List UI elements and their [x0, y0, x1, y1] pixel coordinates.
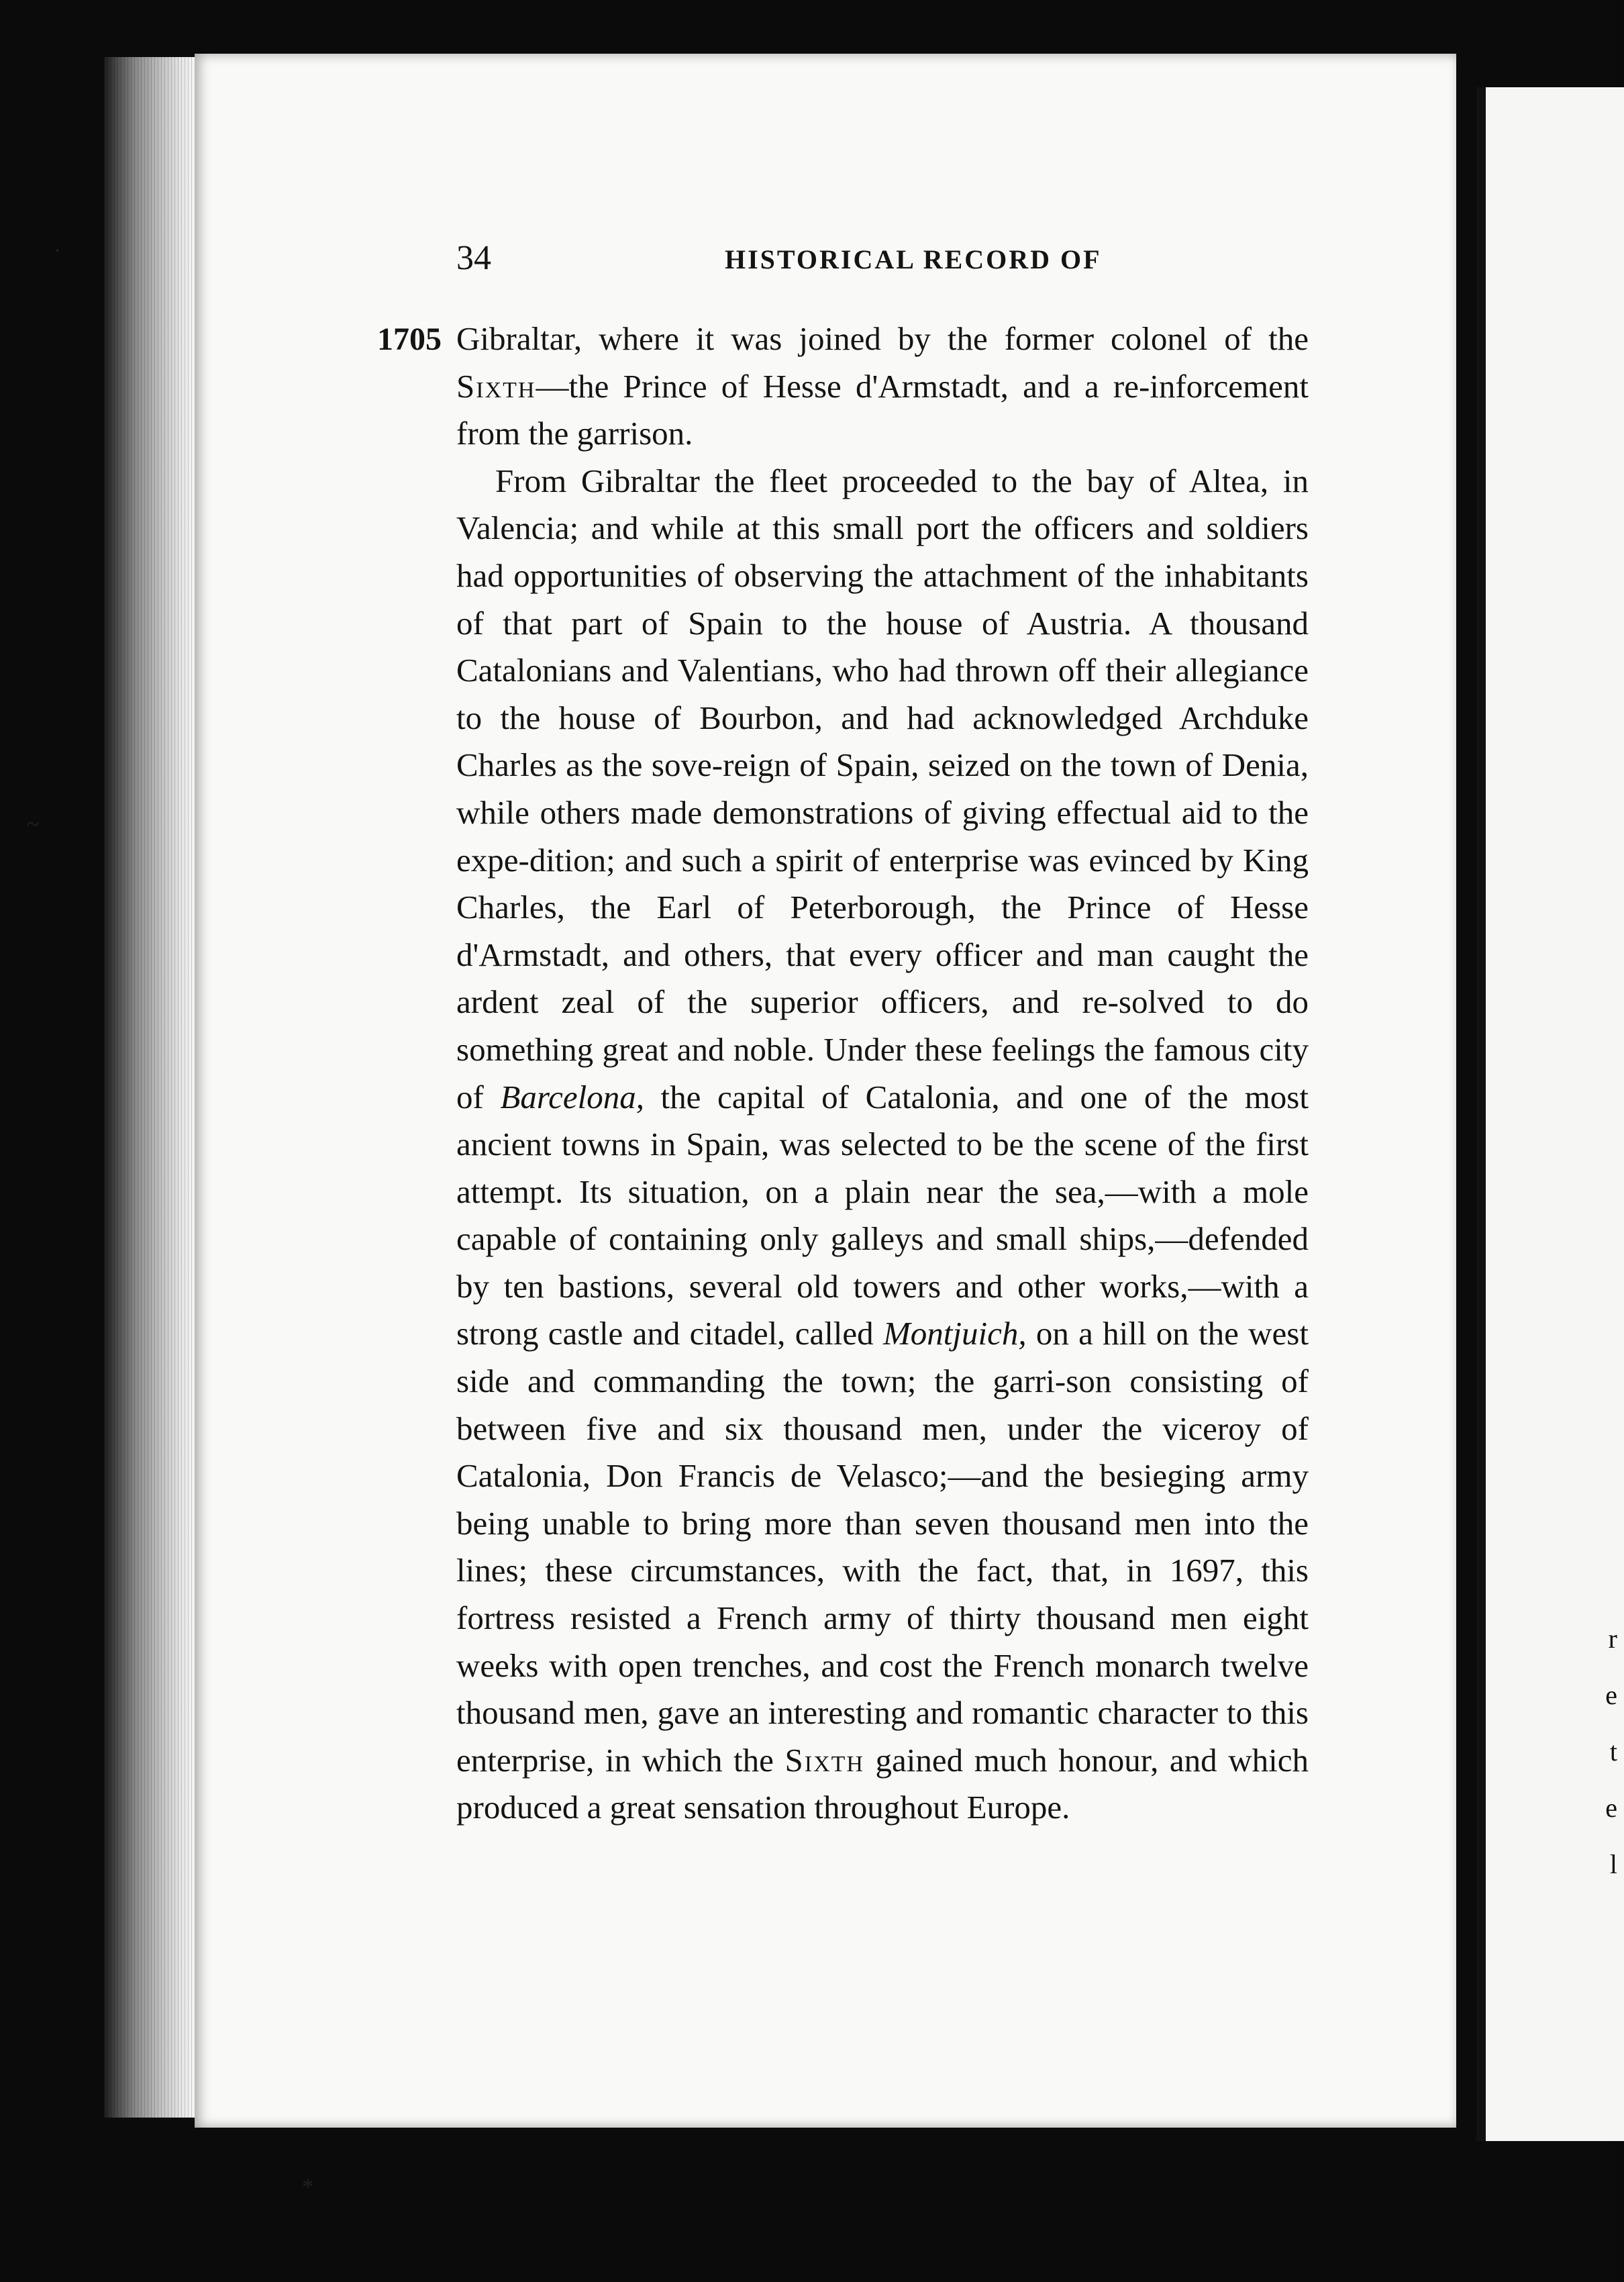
- running-title: HISTORICAL RECORD OF: [725, 244, 1102, 275]
- paragraph-2-text-c: on a hill on the west side and commanding the town; the garri-son consisting of between five and six thousand men, under the viceroy of Catalonia, Don Francis de Velasco;—and the besieging army being unable to bring more than seven thousand men into the lines; these circumstances, with the fact, that, in 1697, this fortress resisted a French army of thirty thousand men eight weeks with open trenches, and cost the French monarch twelve thousand men, gave an interesting and romantic character to this enterprise, in which the: [456, 1315, 1309, 1779]
- body-text: [456, 315, 1309, 1832]
- facing-page-edge: [1476, 87, 1624, 2141]
- margin-year: 1705: [377, 321, 442, 357]
- paragraph-2-text-d: gained much honour, and which produced a great sensation throughout Europe.: [456, 1741, 1309, 1826]
- scan-speck: ·: [54, 238, 62, 263]
- scan-speck: *: [302, 2175, 313, 2199]
- paragraph-1-text-b: —the Prince of Hesse d'Armstadt, and a re-inforcement from the garrison.: [456, 367, 1309, 452]
- paragraph-2-text-b: the capital of Catalonia, and one of the most ancient towns in Spain, was selected to be the scene of the first attempt. Its situation, on a plain near the sea,—with a mole capable of containing only galleys and small ships,—defended by ten bastions, several old towers and other works,—with a strong castle and citadel, called: [456, 1078, 1309, 1352]
- facing-page-letters: r e t e l: [1605, 1624, 1617, 1879]
- paragraph-2-text-a: From Gibraltar the fleet proceeded to the bay of Altea, in Valencia; and while at this small port the officers and soldiers had opportunities of observing the attachment of the inhabitants of that part of Spain to the house of Austria. A thousand Catalonians and Valentians, who had thrown off their allegiance to the house of Bourbon, and had acknowledged Archduke Charles as the sove-reign of Spain, seized on the town of Denia, while others made demonstrations of giving effectual aid to the expe-dition; and such a spirit of enterprise was evinced by King Charles, the Earl of Peterborough, the Prince of Hesse d'Armstadt, and others, that every officer and man caught the ardent zeal of the superior officers, and re-solved to do something great and noble. Under these feelings the famous city of: [456, 462, 1309, 1115]
- regiment-name-sixth: Sixth: [456, 367, 536, 405]
- page-header: [456, 238, 1329, 285]
- place-name-montjuich: Montjuich,: [882, 1315, 1027, 1352]
- scan-speck: ~: [27, 812, 40, 837]
- paragraph-1-text-a: Gibraltar, where it was joined by the former colonel of the: [456, 320, 1309, 357]
- regiment-name-sixth-2: Sixth: [784, 1741, 864, 1779]
- book-page-edges: [104, 57, 195, 2118]
- paragraph-2: [456, 458, 1309, 1832]
- paragraph-1: [456, 315, 1309, 458]
- page-number: 34: [456, 239, 491, 277]
- place-name-barcelona: Barcelona,: [500, 1078, 644, 1115]
